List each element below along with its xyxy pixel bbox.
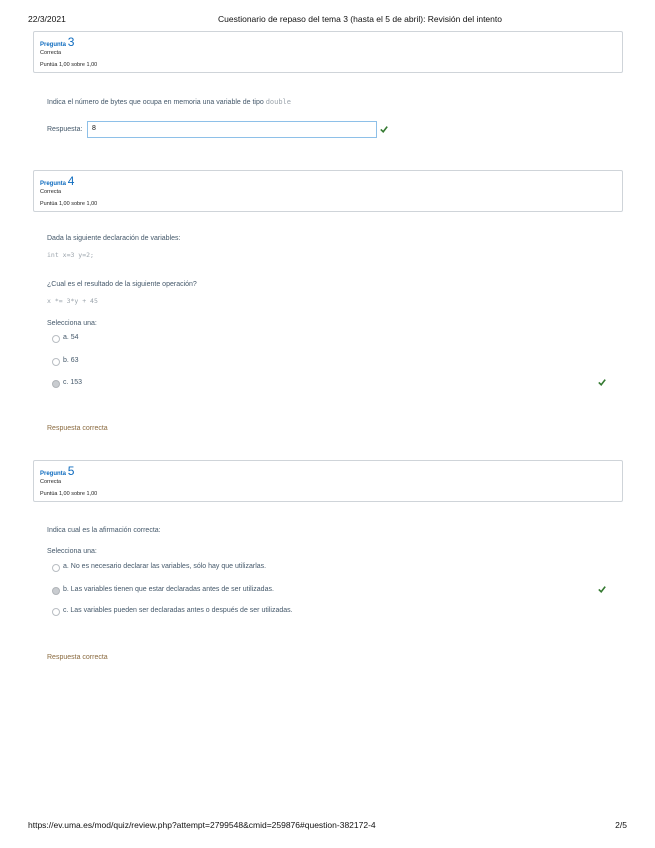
option-label-a: a. 54 [63, 334, 79, 341]
question-grade: Puntúa 1,00 sobre 1,00 [40, 62, 98, 68]
option-label-a: a. No es necesario declarar las variables, sólo hay que utilizarlas. [63, 563, 267, 570]
check-icon [598, 585, 606, 593]
page-url: https://ev.uma.es/mod/quiz/review.php?attempt=2799548&cmid=259876#question-382172-4 [28, 820, 376, 830]
radio-option-c[interactable] [52, 380, 60, 388]
page-title: Cuestionario de repaso del tema 3 (hasta el 5 de abril): Revisión del intento [218, 14, 502, 24]
question-info-3 [33, 31, 623, 73]
answer-label: Respuesta: [47, 126, 83, 133]
radio-option-a[interactable] [52, 564, 60, 572]
question-label: Pregunta [40, 181, 67, 187]
select-label: Selecciona una: [47, 548, 97, 555]
question-text-main: Indica el número de bytes que ocupa en memoria una variable de tipo [47, 99, 264, 106]
page-number: 2/5 [615, 820, 627, 830]
question-number-value: 4 [67, 174, 75, 188]
print-date: 22/3/2021 [28, 14, 66, 24]
question-intro: Dada la siguiente declaración de variables: [47, 235, 181, 242]
check-icon [380, 125, 388, 133]
question-state: Correcta [40, 189, 62, 195]
question-info-4 [33, 170, 623, 212]
option-label-c: c. 153 [63, 379, 83, 386]
radio-option-b[interactable] [52, 358, 60, 366]
question-text: ¿Cual es el resultado de la siguiente operación? [47, 281, 197, 288]
question-state: Correcta [40, 50, 62, 56]
option-label-c: c. Las variables pueden ser declaradas antes o después de ser utilizadas. [63, 607, 293, 614]
question-info-5 [33, 460, 623, 502]
radio-option-b[interactable] [52, 587, 60, 595]
question-number-value: 5 [67, 464, 75, 478]
question-text [47, 98, 291, 106]
radio-option-a[interactable] [52, 335, 60, 343]
question-number-value: 3 [67, 35, 75, 49]
question-grade: Puntúa 1,00 sobre 1,00 [40, 491, 98, 497]
feedback-text: Respuesta correcta [47, 654, 108, 661]
option-label-b: b. Las variables tienen que estar declaradas antes de ser utilizadas. [63, 586, 274, 593]
radio-option-c[interactable] [52, 608, 60, 616]
code-operation: x *= 3*y + 45 [47, 297, 98, 305]
question-grade: Puntúa 1,00 sobre 1,00 [40, 201, 98, 207]
question-state: Correcta [40, 479, 62, 485]
question-number [40, 464, 74, 478]
question-text: Indica cual es la afirmación correcta: [47, 527, 161, 534]
check-icon [598, 378, 606, 386]
select-label: Selecciona una: [47, 320, 97, 327]
question-number [40, 35, 74, 49]
question-label: Pregunta [40, 471, 67, 477]
code-declaration: int x=3 y=2; [47, 251, 94, 259]
question-code-inline: double [265, 98, 291, 106]
option-label-b: b. 63 [63, 357, 79, 364]
feedback-text: Respuesta correcta [47, 425, 108, 432]
question-number [40, 174, 74, 188]
question-label: Pregunta [40, 42, 67, 48]
answer-input[interactable]: 8 [87, 121, 377, 138]
